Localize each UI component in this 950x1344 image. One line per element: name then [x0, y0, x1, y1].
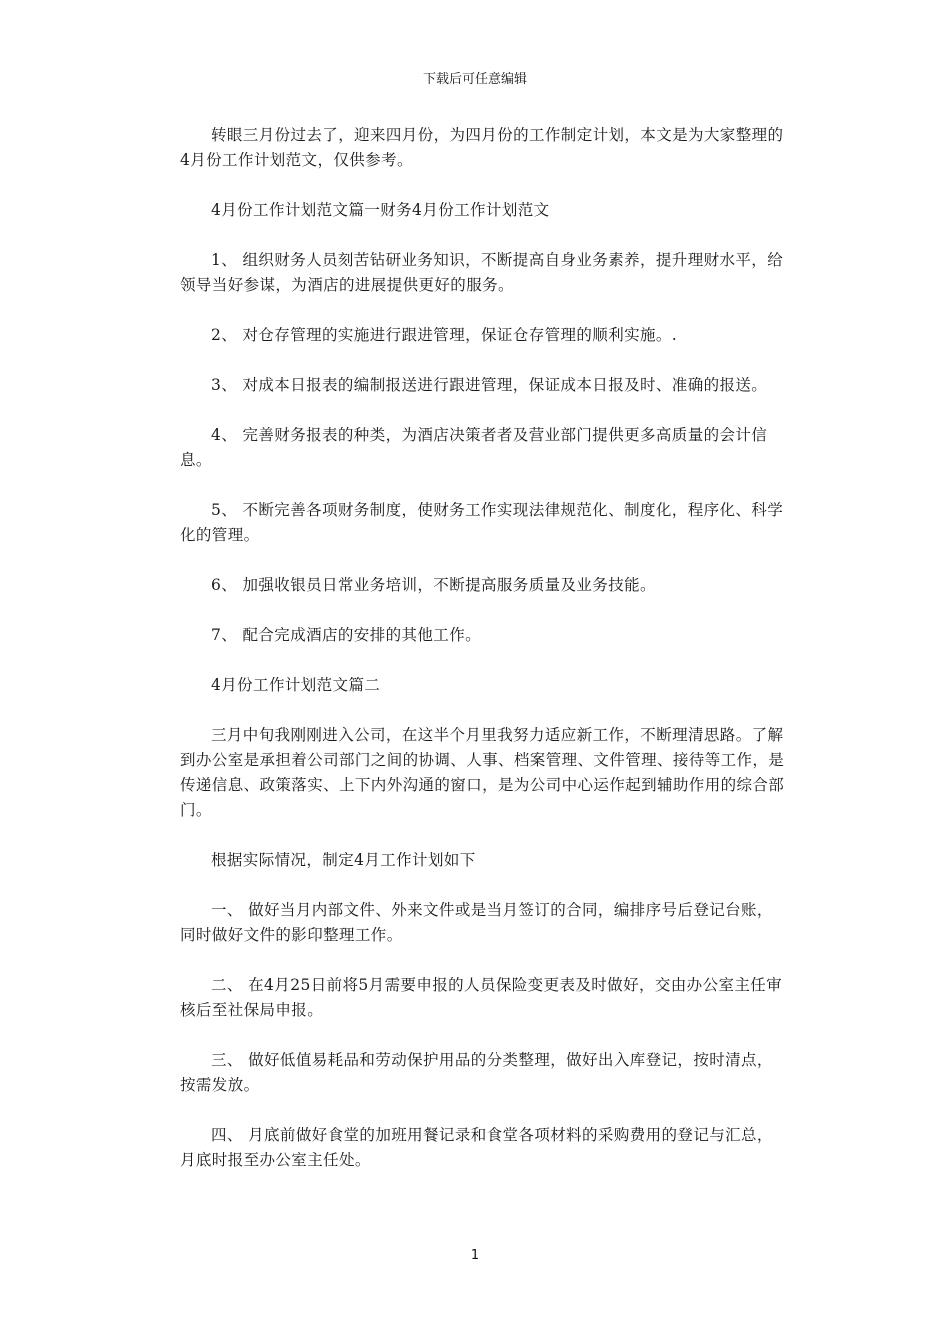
list-item: 6、 加强收银员日常业务培训，不断提高服务质量及业务技能。 [211, 576, 656, 594]
paragraph-intro: 转眼三月份过去了，迎来四月份，为四月份的工作制定计划，本文是为大家整理的4月份工作计划范文，仅供参考。 [180, 126, 784, 169]
list-item: 5、 不断完善各项财务制度，使财务工作实现法律规范化、制度化，程序化、科学化的管理。 [180, 501, 784, 544]
list-item: 四、 月底前做好食堂的加班用餐记录和食堂各项材料的采购费用的登记与汇总，月底时报至办公室主任处。 [180, 1126, 773, 1169]
list-item: 1、 组织财务人员刻苦钻研业务知识，不断提高自身业务素养，提升理财水平，给领导当好参谋，为酒店的进展提供更好的服务。 [180, 251, 784, 294]
section-heading-2: 4月份工作计划范文篇二 [211, 676, 381, 694]
list-item: 三、 做好低值易耗品和劳动保护用品的分类整理，做好出入库登记，按时清点，按需发放。 [180, 1051, 773, 1094]
page-number: 1 [470, 1248, 480, 1263]
document-body [180, 123, 786, 1198]
list-item: 7、 配合完成酒店的安排的其他工作。 [211, 626, 481, 644]
list-item: 二、 在4月25日前将5月需要申报的人员保险变更表及时做好，交由办公室主任审核后至社保局申报。 [180, 976, 783, 1019]
paragraph-lead: 根据实际情况，制定4月工作计划如下 [211, 851, 476, 869]
list-item: 2、 对仓存管理的实施进行跟进管理，保证仓存管理的顺利实施。. [211, 326, 678, 344]
section-heading-1: 4月份工作计划范文篇一财务4月份工作计划范文 [211, 201, 550, 219]
page-header: 下载后可任意编辑 [422, 72, 527, 87]
list-item: 4、 完善财务报表的种类，为酒店决策者者及营业部门提供更多高质量的会计信息。 [180, 426, 768, 469]
list-item: 3、 对成本日报表的编制报送进行跟进管理，保证成本日报及时、准确的报送。 [211, 376, 768, 394]
list-item: 一、 做好当月内部文件、外来文件或是当月签订的合同，编排序号后登记台账，同时做好文件的影印整理工作。 [180, 901, 773, 944]
paragraph-body: 三月中旬我刚刚进入公司，在这半个月里我努力适应新工作，不断理清思路。了解到办公室是承担着公司部门之间的协调、人事、档案管理、文件管理、接待等工作，是传递信息、政策落实、上下内外沟通的窗口，是为公司中心运作起到辅助作用的综合部门。 [180, 726, 785, 819]
